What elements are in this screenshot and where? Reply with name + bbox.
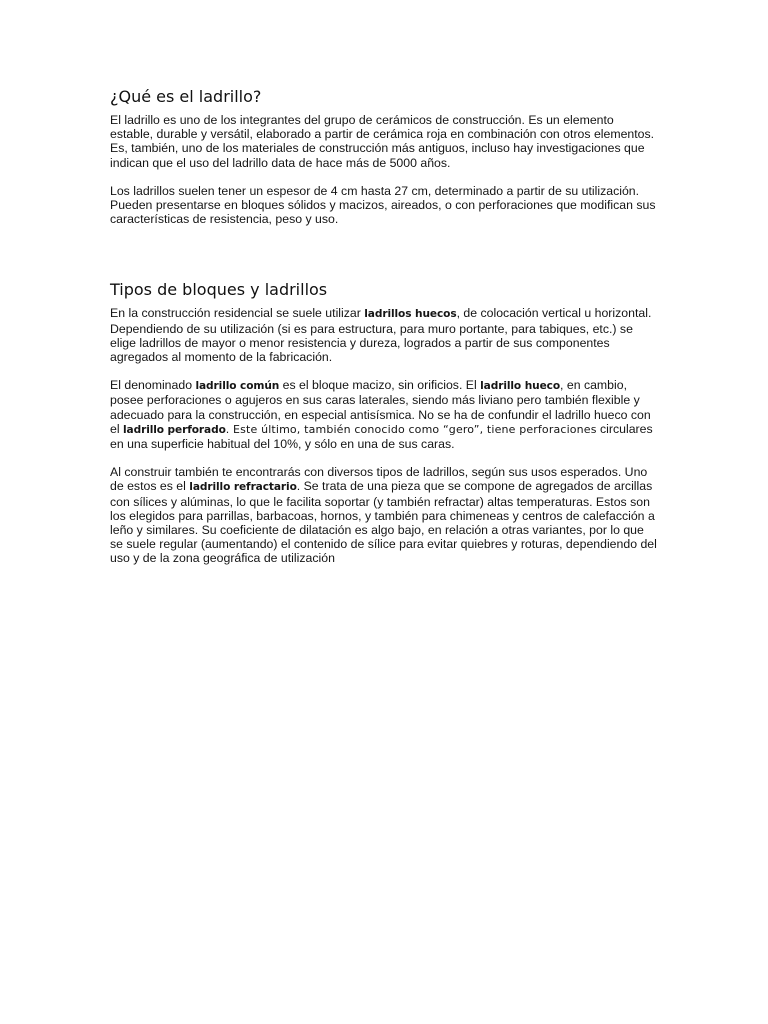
text-run: Al construir también te encontrarás con diversos tipos de ladrillos, según sus usos esperados. Uno de estos es el <box>110 465 648 494</box>
text-run: circulares en una superficie habitual del 10%, y sólo en una de sus caras. <box>110 421 653 452</box>
keyword-ladrillo-refractario: ladrillo refractario <box>189 481 297 494</box>
keyword-ladrillo-perforado: ladrillo perforado <box>123 423 226 436</box>
paragraph-espesor: Los ladrillos suelen tener un espesor de 4 cm hasta 27 cm, determinado a partir de su utilización. Pueden presentarse en bloques sólidos y macizos, aireados, o con perforaciones que modifican sus características de resistencia, peso y uso. <box>110 183 656 227</box>
text-run: . Se trata de una pieza que se compone de agregados de arcillas con sílices y alúminas, lo que le facilita soportar (y también refractar) altas temperaturas. Estos son los elegidos para parrillas, barbacoas, hornos, y también para chimeneas y centros de calefacción a leño y similares. Su coeficiente de dilatación es algo bajo, en relación a otras variantes, por lo que se suele regular (aumentando) el contenido de sílice para evitar quiebres y roturas, dependiendo del uso y de la zona geográfica de utilización <box>110 479 657 566</box>
text-run: , en cambio, posee perforaciones o agujeros en sus caras laterales, siendo más liviano pero también flexible y adecuado para la construcción, en especial antisísmica. No se ha de confundir el ladrillo hueco con el <box>110 378 651 436</box>
paragraph-refractario <box>110 465 660 565</box>
text-run: En la construcción residencial se suele utilizar <box>110 306 365 321</box>
text-run: es el bloque macizo, sin orificios. El <box>279 378 481 393</box>
section-title-que-es-el-ladrillo: ¿Qué es el ladrillo? <box>110 87 262 106</box>
text-run-alt-font: . Este último, también conocido como “gero”, tiene perforaciones <box>225 422 597 436</box>
keyword-ladrillo-comun: ladrillo común <box>195 380 280 393</box>
document-content <box>110 86 660 566</box>
text-run: , de colocación vertical u horizontal. Dependiendo de su utilización (si es para estructura, para muro portante, para tabiques, etc.) se elige ladrillos de mayor o menor resistencia y dureza, logrados a partir de sus componentes agregados al momento de la fabricación. <box>110 306 652 365</box>
keyword-ladrillo-hueco: ladrillo hueco <box>480 380 561 393</box>
section-title-tipos: Tipos de bloques y ladrillos <box>110 280 328 300</box>
keyword-ladrillos-huecos: ladrillos huecos <box>364 308 457 321</box>
paragraph-comun-hueco <box>110 378 660 451</box>
paragraph-intro: El ladrillo es uno de los integrantes del grupo de cerámicos de construcción. Es un elemento estable, durable y versátil, elaborado a partir de cerámica roja en combinación con otros elementos. Es, también, uno de los materiales de construcción más antiguos, incluso hay investigaciones que indican que el uso del ladrillo data de hace más de 5000 años. <box>110 113 655 170</box>
paragraph-residencial <box>110 306 660 364</box>
text-run: El denominado <box>110 378 196 393</box>
